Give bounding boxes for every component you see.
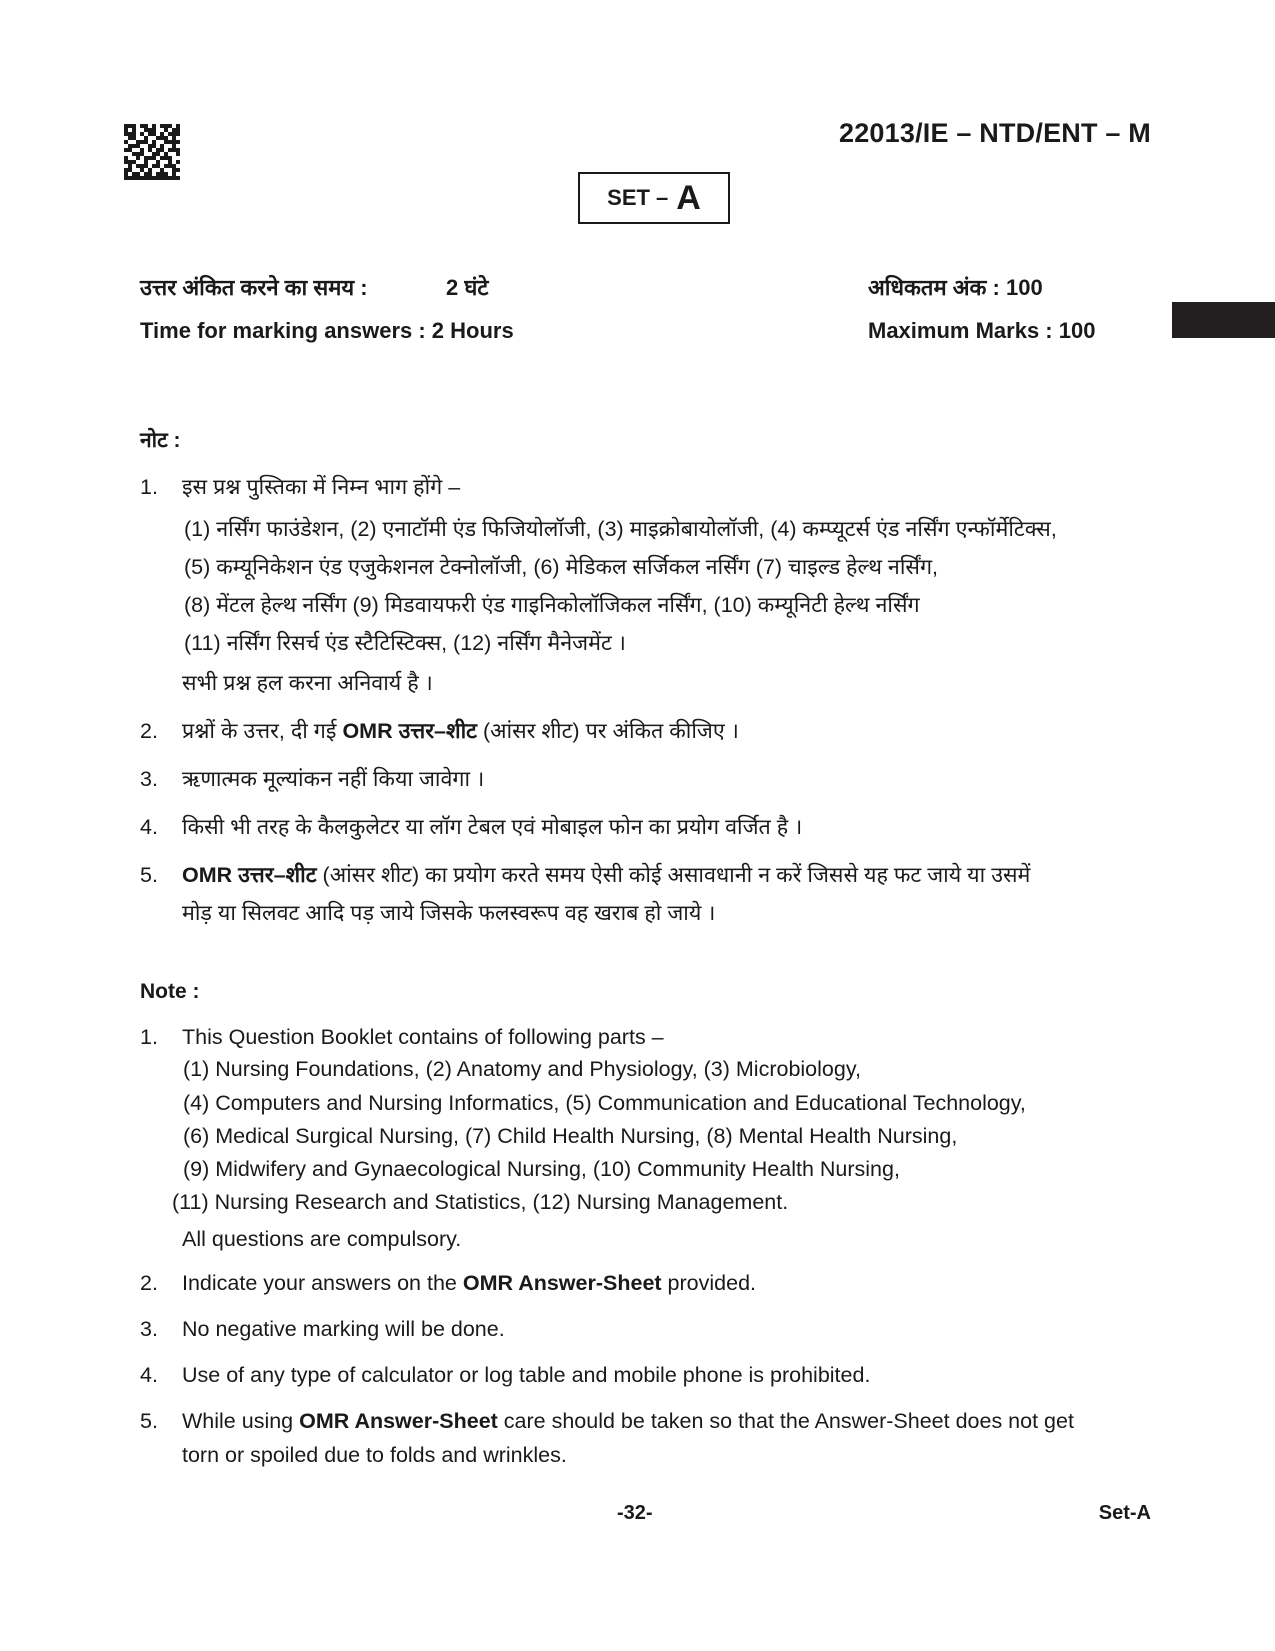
omr-bold: OMR Answer-Sheet	[299, 1409, 498, 1433]
hindi-part-line-2: (5) कम्यूनिकेशन एंड एजुकेशनल टेक्नोलॉजी, (6) मेडिकल सर्जिकल नर्सिंग (7) चाइल्ड हेल्थ नर्सिंग,	[184, 555, 939, 579]
english-note-heading: Note :	[140, 980, 200, 1003]
item-number: 3.	[140, 767, 158, 791]
item-number: 4.	[140, 815, 158, 839]
set-value: A	[676, 178, 701, 217]
english-compulsory: All questions are compulsory.	[182, 1227, 462, 1251]
item-text-cont: (आंसर शीट) पर अंकित कीजिए ।	[477, 719, 739, 743]
hindi-part-line-3: (8) मेंटल हेल्थ नर्सिंग (9) मिडवायफरी एंड गाइनिकोलॉजिकल नर्सिंग, (10) कम्यूनिटी हेल्थ नर्सिंग	[184, 593, 920, 617]
hindi-part-line-4: (11) नर्सिंग रिसर्च एंड स्टैटिस्टिक्स, (12) नर्सिंग मैनेजमेंट ।	[184, 631, 626, 655]
item-text-cont: care should be taken so that the Answer-Sheet does not get	[497, 1409, 1074, 1433]
marks-hindi: अधिकतम अंक : 100	[868, 275, 1043, 300]
item-text: किसी भी तरह के कैलकुलेटर या लॉग टेबल एवं मोबाइल फोन का प्रयोग वर्जित है ।	[182, 815, 803, 839]
english-part-line-3: (6) Medical Surgical Nursing, (7) Child Health Nursing, (8) Mental Health Nursing,	[183, 1124, 958, 1148]
item-text: This Question Booklet contains of following parts –	[182, 1025, 664, 1049]
english-item-5-line-2: torn or spoiled due to folds and wrinkles.	[182, 1443, 567, 1467]
item-number: 2.	[140, 1271, 158, 1295]
item-number: 3.	[140, 1317, 158, 1341]
item-text: इस प्रश्न पुस्तिका में निम्न भाग होंगे –	[182, 475, 461, 499]
omr-bold: OMR उत्तर–शीट	[182, 863, 317, 887]
item-number: 2.	[140, 719, 158, 743]
hindi-note-heading: नोट :	[140, 429, 181, 452]
hindi-compulsory: सभी प्रश्न हल करना अनिवार्य है ।	[182, 671, 433, 695]
omr-bold: OMR Answer-Sheet	[462, 1271, 662, 1295]
english-part-line-2: (4) Computers and Nursing Informatics, (5) Communication and Educational Technology,	[183, 1091, 1026, 1115]
item-text: (आंसर शीट) का प्रयोग करते समय ऐसी कोई असावधानी न करें जिससे यह फट जाये या उसमें	[316, 863, 1031, 887]
item-number: 1.	[140, 1025, 158, 1049]
qr-code-icon	[124, 124, 180, 180]
english-part-line-5: (11) Nursing Research and Statistics, (12) Nursing Management.	[172, 1190, 789, 1214]
item-text: प्रश्नों के उत्तर, दी गई	[182, 719, 343, 743]
item-number: 4.	[140, 1363, 158, 1387]
time-english: Time for marking answers : 2 Hours	[140, 318, 514, 343]
item-text: Use of any type of calculator or log table and mobile phone is prohibited.	[182, 1363, 871, 1387]
english-part-line-1: (1) Nursing Foundations, (2) Anatomy and Physiology, (3) Microbiology,	[183, 1057, 861, 1081]
item-number: 5.	[140, 1409, 158, 1433]
marks-english: Maximum Marks : 100	[868, 318, 1096, 343]
time-hindi-value: 2 घंटे	[446, 275, 489, 300]
set-label: SET –	[607, 185, 669, 210]
omr-bold: OMR उत्तर–शीट	[342, 719, 477, 743]
set-footer: Set-A	[1098, 1502, 1151, 1524]
item-number: 5.	[140, 863, 158, 887]
paper-code: 22013/IE – NTD/ENT – M	[838, 118, 1151, 148]
item-text-cont: provided.	[661, 1271, 756, 1295]
english-part-line-4: (9) Midwifery and Gynaecological Nursing, (10) Community Health Nursing,	[183, 1157, 900, 1181]
hindi-item-5-line-2: मोड़ या सिलवट आदि पड़ जाये जिसके फलस्वरूप वह खराब हो जाये ।	[182, 901, 716, 925]
item-text: While using	[182, 1409, 300, 1433]
item-text: No negative marking will be done.	[182, 1317, 505, 1341]
page-number: -32-	[617, 1502, 653, 1524]
edge-marker	[1172, 302, 1275, 338]
item-text: Indicate your answers on the	[182, 1271, 463, 1295]
item-number: 1.	[140, 475, 158, 499]
hindi-part-line-1: (1) नर्सिंग फाउंडेशन, (2) एनाटॉमी एंड फिजियोलॉजी, (3) माइक्रोबायोलॉजी, (4) कम्प्यूटर्स एंड नर्सिंग एन्फॉर्मेटिक्स,	[184, 517, 1057, 541]
item-text: ऋणात्मक मूल्यांकन नहीं किया जावेगा ।	[182, 767, 485, 791]
set-box	[578, 172, 730, 224]
time-hindi-label: उत्तर अंकित करने का समय :	[140, 275, 368, 300]
